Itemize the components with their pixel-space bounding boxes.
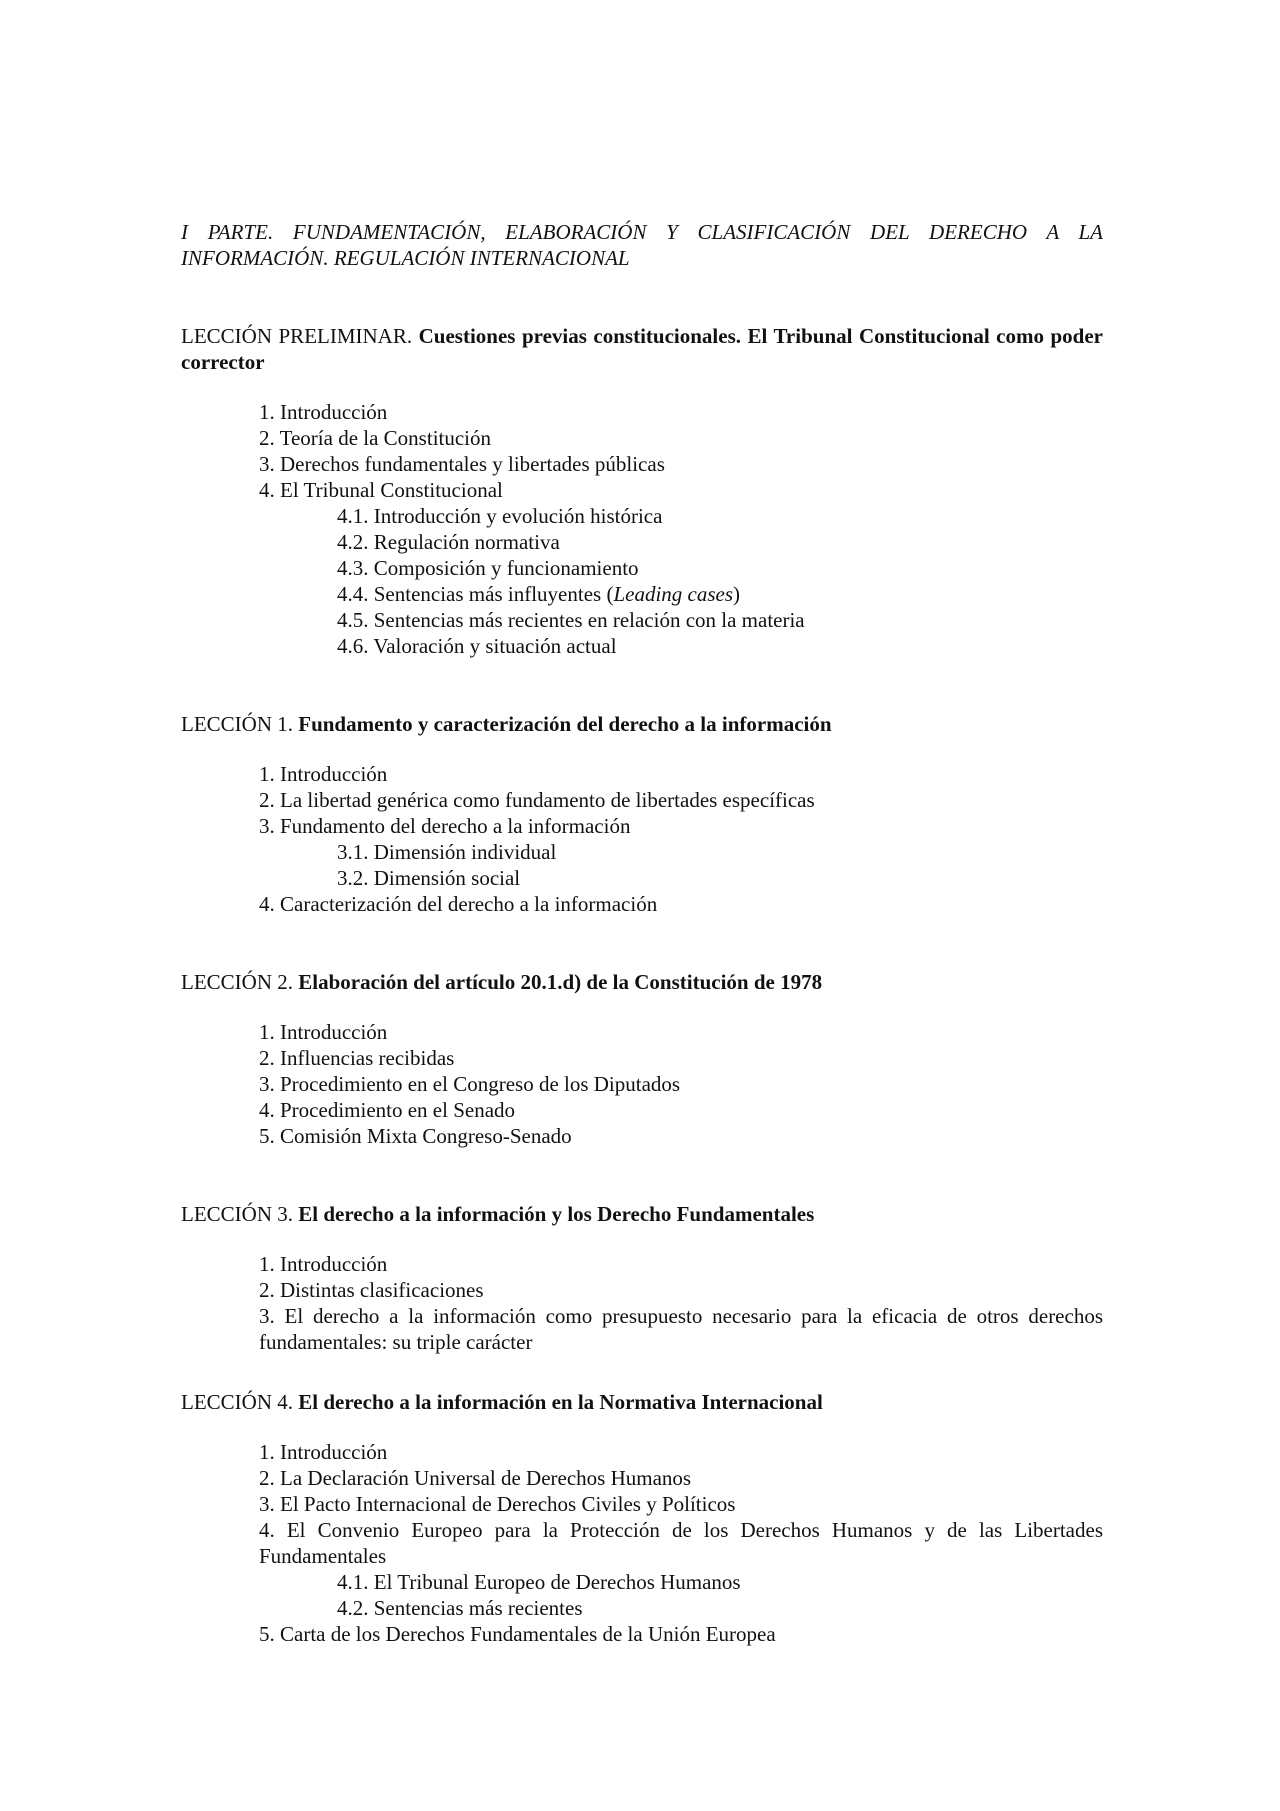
lesson-heading bbox=[181, 323, 1103, 375]
list-subitem: 4.2. Regulación normativa bbox=[337, 530, 560, 554]
lesson-label: LECCIÓN PRELIMINAR. bbox=[181, 324, 419, 348]
lesson-heading bbox=[181, 1389, 1103, 1415]
lesson-items bbox=[181, 1251, 1103, 1355]
list-item: 4. Caracterización del derecho a la información bbox=[259, 892, 658, 916]
list-item: 5. Carta de los Derechos Fundamentales de la Unión Europea bbox=[259, 1622, 776, 1646]
lesson-title: El derecho a la información y los Derecho Fundamentales bbox=[298, 1202, 815, 1226]
lesson-items bbox=[181, 761, 1103, 917]
lesson-title: Elaboración del artículo 20.1.d) de la Constitución de 1978 bbox=[298, 970, 823, 994]
list-subitem: 3.2. Dimensión social bbox=[337, 866, 521, 890]
list-item: 1. Introducción bbox=[259, 400, 388, 424]
lesson-title: El derecho a la información en la Normativa Internacional bbox=[298, 1390, 823, 1414]
lesson-heading bbox=[181, 969, 1103, 995]
lesson-label: LECCIÓN 3. bbox=[181, 1202, 299, 1226]
list-item: 4. El Convenio Europeo para la Protección de los Derechos Humanos y de las Libertades Fundamentales bbox=[259, 1518, 1103, 1568]
list-item: 3. El derecho a la información como presupuesto necesario para la eficacia de otros derechos fundamentales: su triple carácter bbox=[259, 1304, 1103, 1354]
list-item: 4. Procedimiento en el Senado bbox=[259, 1098, 516, 1122]
list-item: 1. Introducción bbox=[259, 1440, 388, 1464]
list-item: 2. La libertad genérica como fundamento de libertades específicas bbox=[259, 788, 815, 812]
list-subitem: 3.1. Dimensión individual bbox=[337, 840, 557, 864]
lesson-label: LECCIÓN 2. bbox=[181, 970, 299, 994]
list-subitem: 4.1. Introducción y evolución histórica bbox=[337, 504, 663, 528]
lesson-heading bbox=[181, 1201, 1103, 1227]
lesson-2 bbox=[181, 969, 1103, 1149]
item-text: ) bbox=[733, 582, 741, 606]
lesson-heading bbox=[181, 711, 1103, 737]
list-subitem: 4.3. Composición y funcionamiento bbox=[337, 556, 639, 580]
lesson-items bbox=[181, 399, 1103, 659]
list-subitem bbox=[181, 581, 1103, 607]
part-title: I PARTE. FUNDAMENTACIÓN, ELABORACIÓN Y CLASIFICACIÓN DEL DERECHO A LA INFORMACIÓN. REGULACIÓN INTERNACIONAL bbox=[181, 220, 1103, 270]
list-item: 2. Influencias recibidas bbox=[259, 1046, 455, 1070]
list-item: 3. Fundamento del derecho a la información bbox=[259, 814, 631, 838]
lesson-items bbox=[181, 1439, 1103, 1647]
lesson-title: Cuestiones previas constitucionales. El Tribunal Constitucional como poder corrector bbox=[181, 324, 1103, 374]
lesson-label: LECCIÓN 4. bbox=[181, 1390, 299, 1414]
list-subitem: 4.1. El Tribunal Europeo de Derechos Humanos bbox=[337, 1570, 741, 1594]
item-italic-text: Leading cases bbox=[613, 582, 734, 606]
lesson-label: LECCIÓN 1. bbox=[181, 712, 299, 736]
lesson-4 bbox=[181, 1389, 1103, 1647]
lesson-items bbox=[181, 1019, 1103, 1149]
list-item: 3. Derechos fundamentales y libertades públicas bbox=[259, 452, 665, 476]
list-item: 1. Introducción bbox=[259, 1252, 388, 1276]
item-text: 4.4. Sentencias más influyentes ( bbox=[337, 582, 614, 606]
list-item: 1. Introducción bbox=[259, 762, 388, 786]
list-item: 3. Procedimiento en el Congreso de los Diputados bbox=[259, 1072, 681, 1096]
list-subitem: 4.2. Sentencias más recientes bbox=[337, 1596, 583, 1620]
lesson-3 bbox=[181, 1201, 1103, 1355]
list-subitem: 4.5. Sentencias más recientes en relación con la materia bbox=[337, 608, 805, 632]
lesson-1 bbox=[181, 711, 1103, 917]
lesson-title: Fundamento y caracterización del derecho a la información bbox=[298, 712, 832, 736]
lesson-preliminar bbox=[181, 323, 1103, 659]
list-item: 5. Comisión Mixta Congreso-Senado bbox=[259, 1124, 572, 1148]
list-item: 2. Distintas clasificaciones bbox=[259, 1278, 484, 1302]
list-subitem: 4.6. Valoración y situación actual bbox=[337, 634, 617, 658]
list-item: 1. Introducción bbox=[259, 1020, 388, 1044]
list-item: 4. El Tribunal Constitucional bbox=[259, 478, 503, 502]
list-item: 3. El Pacto Internacional de Derechos Civiles y Políticos bbox=[259, 1492, 736, 1516]
list-item: 2. Teoría de la Constitución bbox=[259, 426, 492, 450]
list-item: 2. La Declaración Universal de Derechos Humanos bbox=[259, 1466, 692, 1490]
